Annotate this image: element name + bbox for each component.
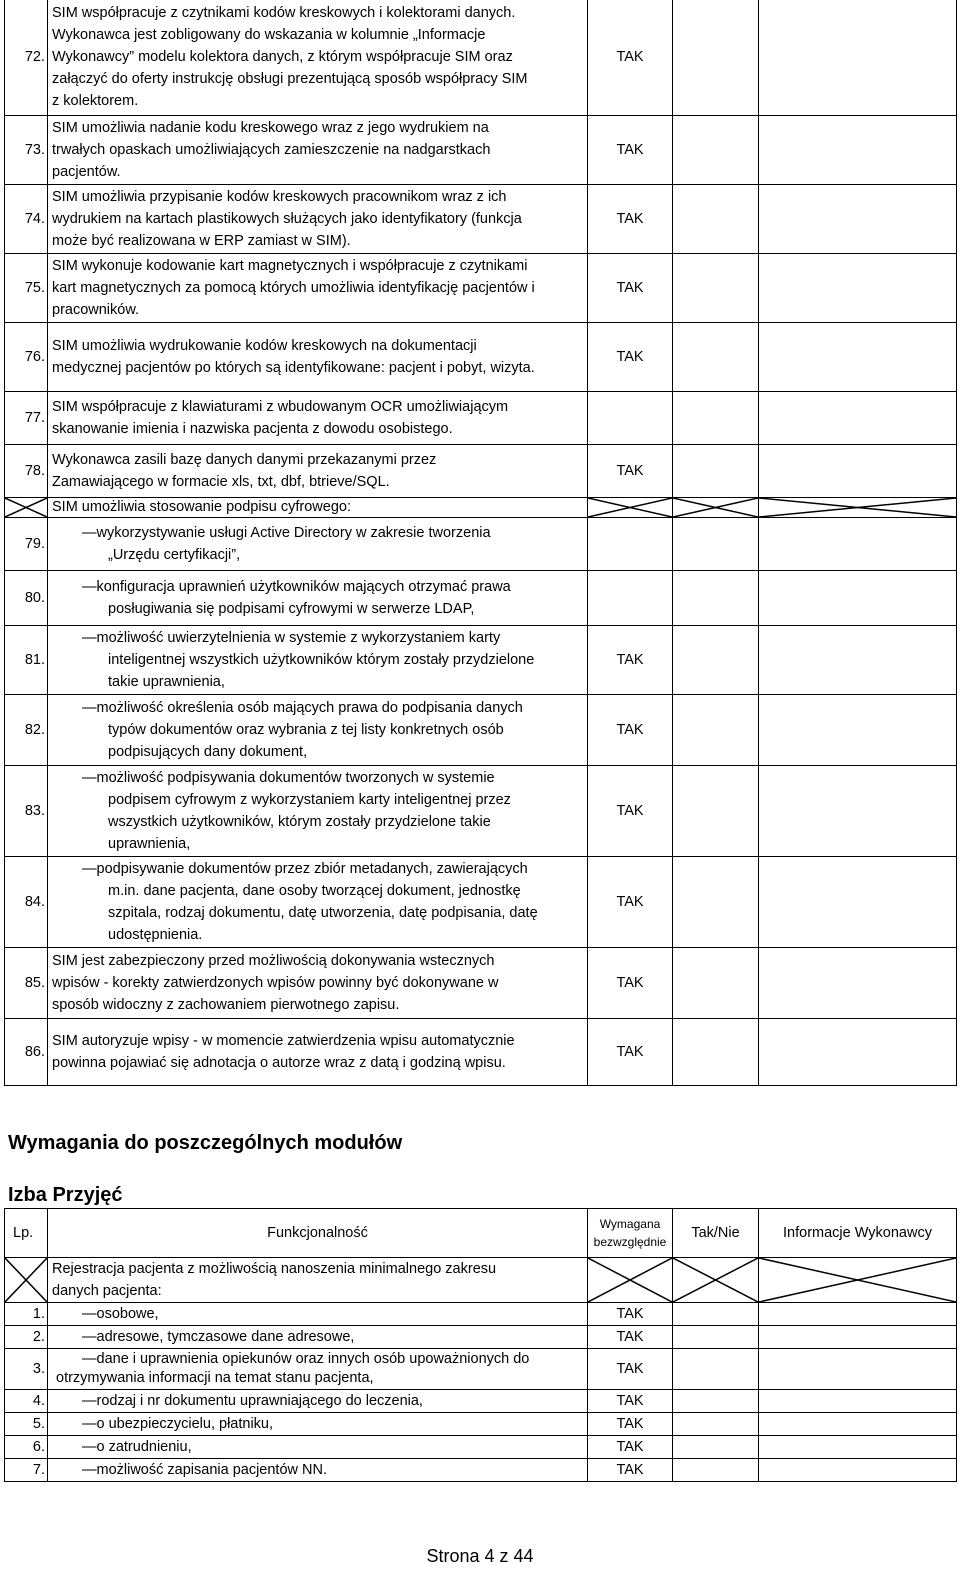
module-intro-text xyxy=(48,1258,588,1303)
contractor-info-input[interactable] xyxy=(759,254,957,323)
text-line: z kolektorem. xyxy=(52,93,139,109)
row-number: 83. xyxy=(5,766,48,857)
text-line: — możliwość określenia osób mających prawa do podpisania danych xyxy=(52,697,584,719)
header-functionality: Funkcjonalność xyxy=(48,1209,588,1258)
required-value xyxy=(588,571,673,626)
yes-no-input[interactable] xyxy=(673,254,759,323)
text-line: SIM umożliwia wydrukowanie kodów kreskowych na dokumentacji xyxy=(52,338,477,354)
required-value: TAK xyxy=(588,0,673,116)
text-line: SIM współpracuje z klawiaturami z wbudowanym OCR umożliwiającym xyxy=(52,399,509,415)
text-line: „Urzędu certyfikacji”, xyxy=(108,547,241,563)
required-value xyxy=(588,518,673,571)
requirement-text xyxy=(48,518,588,571)
requirement-row xyxy=(5,116,957,185)
text-line: — możliwość podpisywania dokumentów tworzonych w systemie xyxy=(52,767,584,789)
module-title: Izba Przyjęć xyxy=(8,1184,123,1206)
text-line: skanowanie imienia i nazwiska pacjenta z dowodu osobistego. xyxy=(52,421,453,437)
row-number: 85. xyxy=(5,948,48,1019)
yes-no-input[interactable] xyxy=(673,626,759,695)
contractor-info-input[interactable] xyxy=(759,185,957,254)
header-lp: Lp. xyxy=(5,1209,48,1258)
required-value: TAK xyxy=(588,1019,673,1086)
module-intro-row xyxy=(5,1258,957,1303)
yes-no-input[interactable] xyxy=(673,1436,759,1459)
contractor-info-input[interactable] xyxy=(759,766,957,857)
intro-line: danych pacjenta: xyxy=(52,1283,162,1299)
required-value: TAK xyxy=(588,1459,673,1482)
yes-no-input[interactable] xyxy=(673,518,759,571)
contractor-info-input[interactable] xyxy=(759,1413,957,1436)
module-row xyxy=(5,1413,957,1436)
required-value: TAK xyxy=(588,1436,673,1459)
contractor-info-input[interactable] xyxy=(759,1349,957,1390)
yes-no-input[interactable] xyxy=(673,116,759,185)
required-value: TAK xyxy=(588,626,673,695)
contractor-info-input[interactable] xyxy=(759,1459,957,1482)
requirement-text xyxy=(48,1436,588,1459)
row-number: 86. xyxy=(5,1019,48,1086)
required-value: TAK xyxy=(588,1390,673,1413)
text-line: — konfiguracja uprawnień użytkowników mających otrzymać prawa xyxy=(52,576,584,598)
module-row xyxy=(5,1349,957,1390)
crossed-cell xyxy=(588,498,673,518)
text-line: SIM umożliwia nadanie kodu kreskowego wraz z jego wydrukiem na xyxy=(52,120,489,136)
row-number: 75. xyxy=(5,254,48,323)
text-line: takie uprawnienia, xyxy=(108,674,225,690)
text-line: — o ubezpieczycielu, płatniku, xyxy=(52,1415,584,1434)
text-line: SIM współpracuje z czytnikami kodów kreskowych i kolektorami danych. xyxy=(52,5,516,21)
text-line: pracowników. xyxy=(52,302,140,318)
required-value: TAK xyxy=(588,323,673,392)
contractor-info-input[interactable] xyxy=(759,1390,957,1413)
text-line: może być realizowana w ERP zamiast w SIM). xyxy=(52,233,351,249)
text-line: pacjentów. xyxy=(52,164,121,180)
contractor-info-input[interactable] xyxy=(759,1326,957,1349)
required-value: TAK xyxy=(588,445,673,498)
text-line: załączyć do oferty instrukcję obsługi prezentującą sposób współpracy SIM xyxy=(52,71,528,87)
yes-no-input[interactable] xyxy=(673,1459,759,1482)
row-number: 2. xyxy=(5,1326,48,1349)
required-value: TAK xyxy=(588,766,673,857)
row-number: 81. xyxy=(5,626,48,695)
text-line: — możliwość zapisania pacjentów NN. xyxy=(52,1461,584,1480)
contractor-info-input[interactable] xyxy=(759,0,957,116)
row-number: 80. xyxy=(5,571,48,626)
module-row xyxy=(5,1390,957,1413)
yes-no-input[interactable] xyxy=(673,1303,759,1326)
page-footer: Strona 4 z 44 xyxy=(426,1546,534,1566)
requirement-row xyxy=(5,0,957,116)
yes-no-input[interactable] xyxy=(673,1413,759,1436)
contractor-info-input[interactable] xyxy=(759,518,957,571)
text-line: wpisów - korekty zatwierdzonych wpisów powinny być dokonywane w xyxy=(52,975,499,991)
text-line: Wykonawcy” modelu kolektora danych, z którym współpracuje SIM oraz xyxy=(52,49,513,65)
module-table-header xyxy=(5,1209,957,1258)
requirement-text xyxy=(48,766,588,857)
row-number: 78. xyxy=(5,445,48,498)
requirement-row xyxy=(5,323,957,392)
requirements-table-top xyxy=(4,0,957,1086)
required-value: TAK xyxy=(588,254,673,323)
yes-no-input[interactable] xyxy=(673,185,759,254)
text-line: — osobowe, xyxy=(52,1305,584,1324)
text-line: podpisem cyfrowym z wykorzystaniem karty inteligentnej przez xyxy=(108,792,511,808)
crossed-cell xyxy=(588,1258,673,1303)
row-number: 1. xyxy=(5,1303,48,1326)
text-line: SIM wykonuje kodowanie kart magnetycznych i współpracuje z czytnikami xyxy=(52,258,528,274)
requirement-row xyxy=(5,392,957,445)
text-line: SIM jest zabezpieczony przed możliwością dokonywania wstecznych xyxy=(52,953,495,969)
requirement-text xyxy=(48,1413,588,1436)
row-number: 79. xyxy=(5,518,48,571)
row-number: 77. xyxy=(5,392,48,445)
text-line: Wykonawca jest zobligowany do wskazania w kolumnie „Informacje xyxy=(52,27,486,43)
row-number: 3. xyxy=(5,1349,48,1390)
text-line: m.in. dane pacjenta, dane osoby tworzącej dokument, jednostkę xyxy=(108,883,521,899)
crossed-cell xyxy=(5,498,48,518)
text-line: wszystkich użytkowników, którym zostały przydzielone takie xyxy=(108,814,491,830)
text-line: — dane i uprawnienia opiekunów oraz innych osób upoważnionych do xyxy=(52,1350,584,1369)
module-row xyxy=(5,1436,957,1459)
text-line: Zamawiającego w formacie xls, txt, dbf, btrieve/SQL. xyxy=(52,474,390,490)
requirement-text xyxy=(48,1390,588,1413)
requirement-row xyxy=(5,518,957,571)
text-line: SIM umożliwia przypisanie kodów kreskowych pracownikom wraz z ich xyxy=(52,189,507,205)
text-line: — o zatrudnieniu, xyxy=(52,1438,584,1457)
text-line: SIM autoryzuje wpisy - w momencie zatwierdzenia wpisu automatycznie xyxy=(52,1033,515,1049)
yes-no-input[interactable] xyxy=(673,948,759,1019)
row-number: 4. xyxy=(5,1390,48,1413)
yes-no-input[interactable] xyxy=(673,766,759,857)
requirement-row xyxy=(5,857,957,948)
yes-no-input[interactable] xyxy=(673,695,759,766)
module-table xyxy=(4,1208,957,1482)
row-number: 84. xyxy=(5,857,48,948)
yes-no-input[interactable] xyxy=(673,1326,759,1349)
requirement-row xyxy=(5,498,957,518)
contractor-info-input[interactable] xyxy=(759,948,957,1019)
header-required: Wymagana bezwzględnie xyxy=(588,1209,673,1258)
section-title: Wymagania do poszczególnych modułów xyxy=(8,1132,403,1154)
requirement-row xyxy=(5,254,957,323)
requirement-text xyxy=(48,571,588,626)
required-value: TAK xyxy=(588,948,673,1019)
requirement-text xyxy=(48,695,588,766)
required-value: TAK xyxy=(588,1349,673,1390)
text-line: podpisujących dany dokument, xyxy=(108,744,308,760)
text-line: szpitala, rodzaj dokumentu, datę utworzenia, datę podpisania, datę xyxy=(108,905,538,921)
text-line: — adresowe, tymczasowe dane adresowe, xyxy=(52,1328,584,1347)
requirement-row xyxy=(5,626,957,695)
required-value: TAK xyxy=(588,857,673,948)
header-contractor-info: Informacje Wykonawcy xyxy=(759,1209,957,1258)
requirement-text xyxy=(48,498,588,518)
yes-no-input[interactable] xyxy=(673,323,759,392)
required-value xyxy=(588,392,673,445)
requirement-text xyxy=(48,323,588,392)
required-value: TAK xyxy=(588,116,673,185)
header-yes-no: Tak/Nie xyxy=(673,1209,759,1258)
yes-no-input[interactable] xyxy=(673,1390,759,1413)
requirement-text xyxy=(48,0,588,116)
required-value: TAK xyxy=(588,185,673,254)
text-line: inteligentnej wszystkich użytkowników którym zostały przydzielone xyxy=(108,652,535,668)
contractor-info-input[interactable] xyxy=(759,445,957,498)
text-line: Wykonawca zasili bazę danych danymi przekazanymi przez xyxy=(52,452,437,468)
yes-no-input[interactable] xyxy=(673,392,759,445)
text-line: udostępnienia. xyxy=(108,927,203,943)
contractor-info-input[interactable] xyxy=(759,571,957,626)
requirement-row xyxy=(5,948,957,1019)
requirement-text xyxy=(48,445,588,498)
contractor-info-input[interactable] xyxy=(759,1019,957,1086)
text-line: uprawnienia, xyxy=(108,836,191,852)
text-line: medycznej pacjentów po których są identyfikowane: pacjent i pobyt, wizyta. xyxy=(52,360,535,376)
required-value: TAK xyxy=(588,695,673,766)
text-line: SIM umożliwia stosowanie podpisu cyfrowego: xyxy=(52,499,351,515)
requirement-text xyxy=(48,1303,588,1326)
row-number: 7. xyxy=(5,1459,48,1482)
row-number: 74. xyxy=(5,185,48,254)
text-line: trwałych opaskach umożliwiających zamieszczenie na nadgarstkach xyxy=(52,142,491,158)
contractor-info-input[interactable] xyxy=(759,626,957,695)
row-number: 6. xyxy=(5,1436,48,1459)
text-line: sposób widoczny z zachowaniem pierwotnego zapisu. xyxy=(52,997,400,1013)
requirement-row xyxy=(5,766,957,857)
yes-no-input[interactable] xyxy=(673,571,759,626)
crossed-cell xyxy=(759,1258,957,1303)
requirement-text xyxy=(48,1349,588,1390)
module-row xyxy=(5,1303,957,1326)
text-line: — możliwość uwierzytelnienia w systemie z wykorzystaniem karty xyxy=(52,627,584,649)
requirement-row xyxy=(5,571,957,626)
requirement-row xyxy=(5,1019,957,1086)
row-number: 73. xyxy=(5,116,48,185)
intro-line: Rejestracja pacjenta z możliwością nanoszenia minimalnego zakresu xyxy=(52,1261,497,1277)
module-row xyxy=(5,1459,957,1482)
required-value: TAK xyxy=(588,1303,673,1326)
yes-no-input[interactable] xyxy=(673,1019,759,1086)
requirement-text xyxy=(48,185,588,254)
contractor-info-input[interactable] xyxy=(759,857,957,948)
requirement-text xyxy=(48,1459,588,1482)
row-number: 72. xyxy=(5,0,48,116)
crossed-cell xyxy=(759,498,957,518)
contractor-info-input[interactable] xyxy=(759,1436,957,1459)
module-row xyxy=(5,1326,957,1349)
contractor-info-input[interactable] xyxy=(759,695,957,766)
requirement-row xyxy=(5,695,957,766)
requirement-text xyxy=(48,392,588,445)
row-number: 5. xyxy=(5,1413,48,1436)
requirement-row xyxy=(5,445,957,498)
contractor-info-input[interactable] xyxy=(759,1303,957,1326)
crossed-cell xyxy=(5,1258,48,1303)
contractor-info-input[interactable] xyxy=(759,116,957,185)
requirement-text xyxy=(48,948,588,1019)
text-line: kart magnetycznych za pomocą których umożliwia identyfikację pacjentów i xyxy=(52,280,535,296)
text-line: powinna pojawiać się adnotacja o autorze wraz z datą i godziną wpisu. xyxy=(52,1055,506,1071)
text-line: typów dokumentów oraz wybrania z tej listy konkretnych osób xyxy=(108,722,504,738)
requirement-row xyxy=(5,185,957,254)
requirement-text xyxy=(48,1326,588,1349)
yes-no-input[interactable] xyxy=(673,1349,759,1390)
crossed-cell xyxy=(673,498,759,518)
required-value: TAK xyxy=(588,1326,673,1349)
contractor-info-input[interactable] xyxy=(759,392,957,445)
contractor-info-input[interactable] xyxy=(759,323,957,392)
yes-no-input[interactable] xyxy=(673,445,759,498)
requirement-text xyxy=(48,626,588,695)
requirement-text xyxy=(48,857,588,948)
yes-no-input[interactable] xyxy=(673,857,759,948)
text-line: otrzymywania informacji na temat stanu pacjenta, xyxy=(56,1370,374,1386)
requirement-text xyxy=(48,254,588,323)
requirement-text xyxy=(48,116,588,185)
text-line: — wykorzystywanie usługi Active Directory w zakresie tworzenia xyxy=(52,522,584,544)
text-line: — rodzaj i nr dokumentu uprawniającego do leczenia, xyxy=(52,1392,584,1411)
text-line: — podpisywanie dokumentów przez zbiór metadanych, zawierających xyxy=(52,858,584,880)
text-line: wydrukiem na kartach plastikowych służących jako identyfikatory (funkcja xyxy=(52,211,522,227)
yes-no-input[interactable] xyxy=(673,0,759,116)
row-number: 76. xyxy=(5,323,48,392)
row-number: 82. xyxy=(5,695,48,766)
crossed-cell xyxy=(673,1258,759,1303)
text-line: posługiwania się podpisami cyfrowymi w serwerze LDAP, xyxy=(108,601,475,617)
requirement-text xyxy=(48,1019,588,1086)
required-value: TAK xyxy=(588,1413,673,1436)
